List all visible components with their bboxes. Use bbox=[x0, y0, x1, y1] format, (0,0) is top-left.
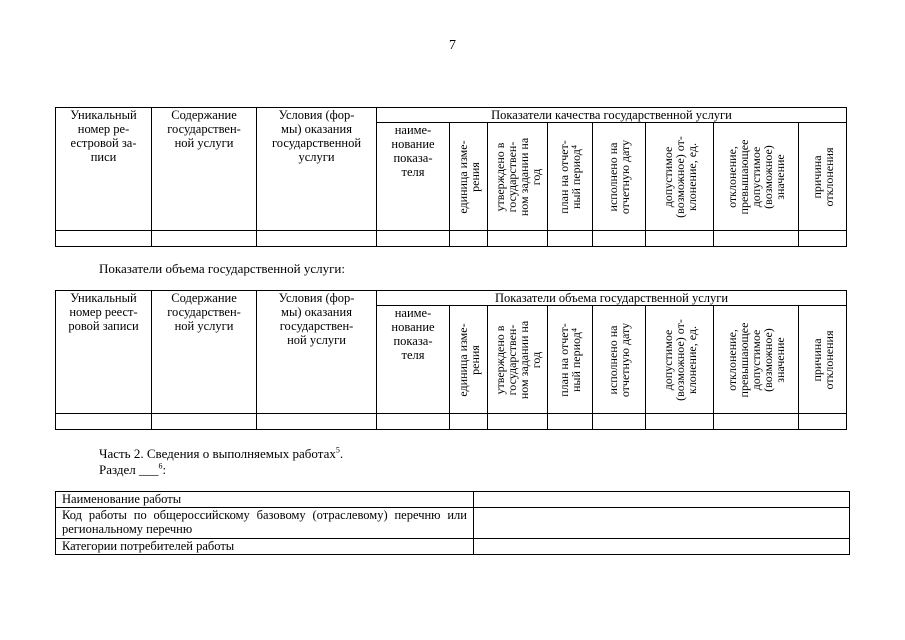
work-info-table bbox=[55, 491, 850, 555]
header-line: клонение, ед. bbox=[684, 325, 699, 394]
header-line: Уникальный bbox=[70, 291, 137, 305]
table-cell[interactable] bbox=[799, 414, 847, 430]
table-cell[interactable] bbox=[548, 231, 593, 247]
header-line: значение bbox=[773, 336, 787, 383]
header-line: отклонение, bbox=[725, 145, 739, 208]
header-line: утверждено в bbox=[492, 325, 507, 394]
header-line: нование bbox=[391, 320, 435, 334]
header-line: причина bbox=[809, 154, 824, 199]
table-cell[interactable] bbox=[257, 414, 377, 430]
table-cell[interactable] bbox=[646, 231, 714, 247]
vertical-header-text bbox=[607, 125, 631, 228]
table-row bbox=[56, 492, 850, 508]
header-line: мы) оказания bbox=[281, 305, 352, 319]
table-cell[interactable] bbox=[799, 231, 847, 247]
header-line: государствен- bbox=[504, 324, 519, 395]
consumer-categories-value[interactable] bbox=[474, 539, 850, 555]
vertical-header-text bbox=[726, 125, 786, 228]
table-cell[interactable] bbox=[450, 414, 488, 430]
vertical-header-text bbox=[811, 125, 835, 228]
header-line: Условия (фор- bbox=[278, 108, 355, 122]
section-end: : bbox=[162, 462, 167, 477]
header-line: мы) оказания bbox=[281, 122, 352, 136]
header-line: показа- bbox=[393, 334, 433, 348]
footnote-ref: 6 bbox=[158, 461, 163, 471]
header-line: Условия (фор- bbox=[278, 291, 355, 305]
plan-header bbox=[548, 123, 593, 231]
deviation-reason-header bbox=[799, 306, 847, 414]
part2-title-end: . bbox=[339, 446, 344, 461]
header-line: (возможное) bbox=[761, 327, 775, 392]
header-line: наиме- bbox=[394, 306, 432, 320]
executed-header bbox=[593, 306, 646, 414]
header-line: наиме- bbox=[394, 123, 432, 137]
table-cell[interactable] bbox=[56, 231, 152, 247]
header-line: услуги bbox=[298, 150, 335, 164]
quality-indicators-table bbox=[55, 107, 847, 247]
header-line: допустимое bbox=[749, 146, 763, 207]
header-line: отчетную дату bbox=[618, 139, 632, 214]
work-name-label: Наименование работы bbox=[56, 492, 474, 508]
table-cell[interactable] bbox=[488, 414, 548, 430]
unique-registry-number-header bbox=[56, 108, 152, 231]
allowed-deviation-header bbox=[646, 306, 714, 414]
vertical-header-text bbox=[662, 308, 698, 411]
indicator-name-header bbox=[377, 123, 450, 231]
header-line: план на отчет- bbox=[557, 322, 571, 397]
unit-header bbox=[450, 306, 488, 414]
header-line: государственной bbox=[271, 136, 362, 150]
table-cell[interactable] bbox=[152, 414, 257, 430]
exceeding-deviation-header bbox=[714, 123, 799, 231]
section-label bbox=[99, 462, 166, 478]
consumer-categories-label: Категории потребителей работы bbox=[56, 539, 474, 555]
volume-group-title: Показатели объема государственной услуги bbox=[377, 291, 847, 306]
vertical-header-text bbox=[726, 308, 786, 411]
table-row bbox=[56, 508, 850, 539]
header-line: отклонения bbox=[821, 147, 836, 207]
vertical-header-text bbox=[494, 125, 542, 228]
header-line: превышающее bbox=[737, 139, 751, 214]
table-cell[interactable] bbox=[593, 231, 646, 247]
header-line: номер реест- bbox=[69, 305, 138, 319]
deviation-reason-header bbox=[799, 123, 847, 231]
vertical-header-text bbox=[607, 308, 631, 411]
header-line: значение bbox=[773, 153, 787, 200]
header-line: превышающее bbox=[737, 322, 751, 397]
header-line: единица изме- bbox=[455, 322, 470, 397]
header-line: (возможное) от- bbox=[672, 135, 687, 218]
unique-registry-number-header bbox=[56, 291, 152, 414]
header-line: ный период⁴ bbox=[569, 327, 583, 392]
header-line: (возможное) bbox=[761, 144, 775, 209]
section-text: Раздел ___ bbox=[99, 462, 159, 477]
header-line: нование bbox=[391, 137, 435, 151]
header-line: ном задании на bbox=[516, 137, 531, 216]
header-line: клонение, ед. bbox=[684, 142, 699, 211]
footnote-ref: 5 bbox=[335, 445, 340, 455]
header-line: Содержание bbox=[171, 291, 237, 305]
table-cell[interactable] bbox=[714, 414, 799, 430]
header-line: Уникальный bbox=[70, 108, 137, 122]
service-conditions-header bbox=[257, 291, 377, 414]
header-line: ной услуги bbox=[174, 136, 234, 150]
header-line: год bbox=[528, 168, 543, 185]
header-line: государствен- bbox=[167, 122, 241, 136]
table-row bbox=[56, 414, 847, 430]
table-cell[interactable] bbox=[450, 231, 488, 247]
header-line: ной услуги bbox=[287, 333, 346, 347]
header-line: (возможное) от- bbox=[672, 318, 687, 401]
header-line: Содержание bbox=[171, 108, 237, 122]
work-code-value[interactable] bbox=[474, 508, 850, 539]
vertical-header-text bbox=[457, 308, 481, 411]
page-number: 7 bbox=[449, 38, 456, 53]
header-line: допустимое bbox=[660, 146, 675, 207]
vertical-header-text bbox=[662, 125, 698, 228]
header-line: рения bbox=[467, 344, 482, 375]
approved-header bbox=[488, 306, 548, 414]
work-code-label: Код работы по общероссийскому базовому (отраслевому) перечню или региональному перечню bbox=[56, 508, 474, 539]
header-line: естровой за- bbox=[70, 136, 137, 150]
header-line: ровой записи bbox=[68, 319, 139, 333]
header-line: показа- bbox=[393, 151, 433, 165]
indicator-name-header bbox=[377, 306, 450, 414]
table-cell[interactable] bbox=[488, 231, 548, 247]
header-line: исполнено на bbox=[606, 325, 620, 394]
header-line: план на отчет- bbox=[557, 139, 571, 214]
header-line: причина bbox=[809, 337, 824, 382]
header-line: исполнено на bbox=[606, 142, 620, 211]
service-conditions-header bbox=[257, 108, 377, 231]
header-line: теля bbox=[401, 165, 425, 179]
table-cell[interactable] bbox=[548, 414, 593, 430]
table-cell[interactable] bbox=[714, 231, 799, 247]
volume-indicators-table bbox=[55, 290, 847, 430]
table-row bbox=[56, 231, 847, 247]
vertical-header-text bbox=[558, 308, 582, 411]
vertical-header-text bbox=[494, 308, 542, 411]
header-line: государствен- bbox=[279, 319, 354, 333]
header-line: утверждено в bbox=[492, 142, 507, 211]
approved-header bbox=[488, 123, 548, 231]
header-line: государствен- bbox=[504, 141, 519, 212]
table-row bbox=[56, 539, 850, 555]
work-name-value[interactable] bbox=[474, 492, 850, 508]
header-line: отклонения bbox=[821, 330, 836, 390]
header-line: год bbox=[528, 351, 543, 368]
header-line: номер ре- bbox=[77, 122, 130, 136]
part2-title bbox=[99, 446, 343, 462]
vertical-header-text bbox=[811, 308, 835, 411]
header-line: писи bbox=[90, 150, 117, 164]
table-cell[interactable] bbox=[593, 414, 646, 430]
header-line: допустимое bbox=[749, 329, 763, 390]
header-line: ном задании на bbox=[516, 320, 531, 399]
quality-group-title: Показатели качества государственной услуги bbox=[377, 108, 847, 123]
table-cell[interactable] bbox=[257, 231, 377, 247]
header-line: государствен- bbox=[167, 305, 241, 319]
header-line: единица изме- bbox=[455, 139, 470, 214]
header-line: допустимое bbox=[660, 329, 675, 390]
table-cell[interactable] bbox=[56, 414, 152, 430]
service-content-header bbox=[152, 291, 257, 414]
table-cell[interactable] bbox=[377, 231, 450, 247]
table-cell[interactable] bbox=[152, 231, 257, 247]
header-line: рения bbox=[467, 161, 482, 192]
header-line: ной услуги bbox=[174, 319, 234, 333]
unit-header bbox=[450, 123, 488, 231]
header-line: отклонение, bbox=[725, 328, 739, 391]
exceeding-deviation-header bbox=[714, 306, 799, 414]
executed-header bbox=[593, 123, 646, 231]
header-line: отчетную дату bbox=[618, 322, 632, 397]
table-cell[interactable] bbox=[646, 414, 714, 430]
allowed-deviation-header bbox=[646, 123, 714, 231]
vertical-header-text bbox=[457, 125, 481, 228]
service-content-header bbox=[152, 108, 257, 231]
header-line: теля bbox=[401, 348, 425, 362]
plan-header bbox=[548, 306, 593, 414]
header-line: ный период⁴ bbox=[569, 144, 583, 209]
volume-heading: Показатели объема государственной услуги: bbox=[99, 261, 345, 276]
part2-title-text: Часть 2. Сведения о выполняемых работах bbox=[99, 446, 336, 461]
vertical-header-text bbox=[558, 125, 582, 228]
table-cell[interactable] bbox=[377, 414, 450, 430]
